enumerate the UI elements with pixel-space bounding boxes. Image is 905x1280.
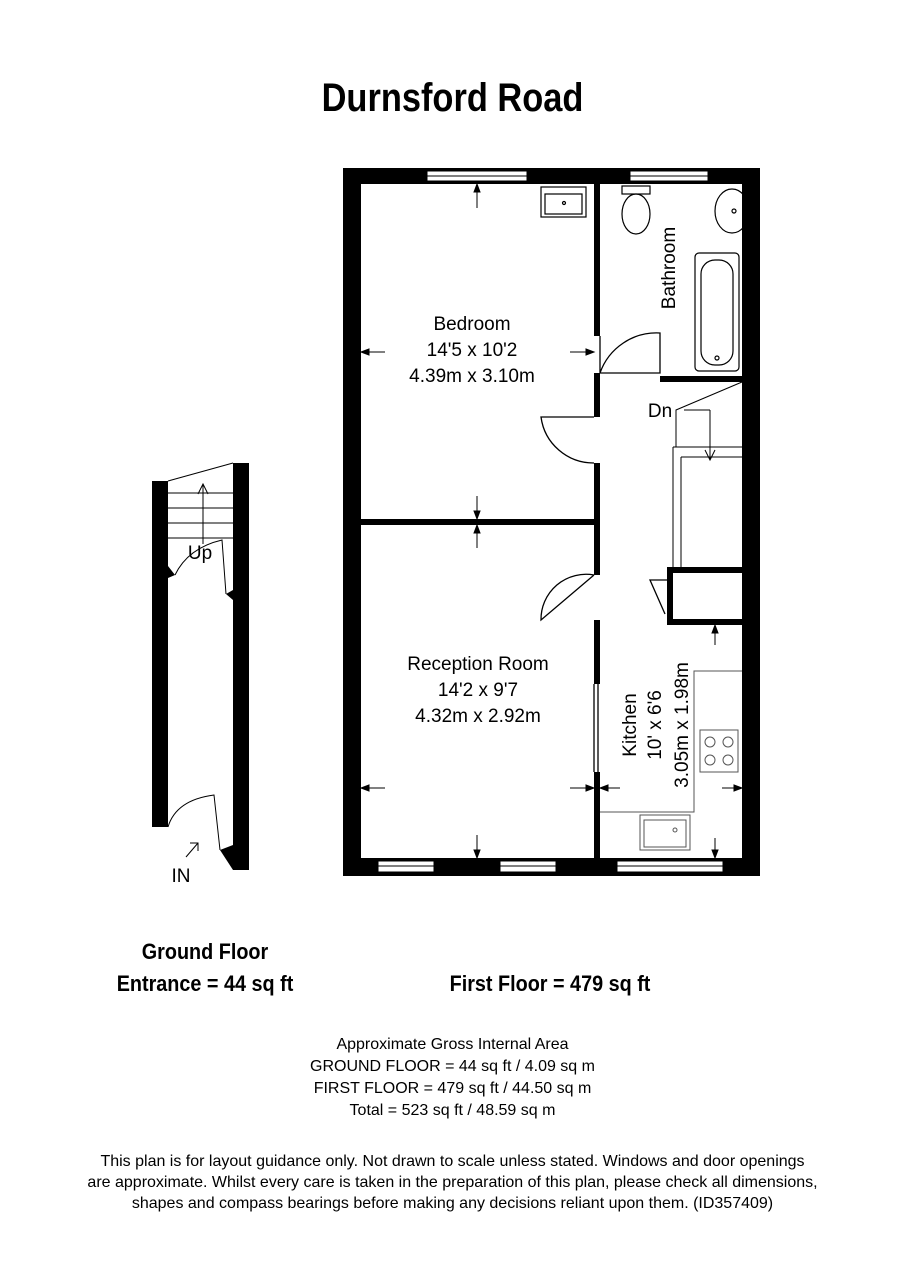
disclaimer-line-1: This plan is for layout guidance only. Not drawn to scale unless stated. Windows and door openings (100, 1153, 805, 1170)
bedroom-name: Bedroom (433, 314, 511, 335)
ground-floor-area: Entrance = 44 sq ft (116, 971, 294, 996)
disclaimer (40, 1151, 865, 1214)
stairs-up-label: Up (187, 543, 213, 564)
gross-area-block (0, 1034, 905, 1122)
disclaimer-line-2: are approximate. Whilst every care is taken in the preparation of this plan, please check all dimensions, (87, 1174, 818, 1191)
entrance-label: IN (171, 866, 191, 887)
first-floor-summary (433, 968, 667, 1000)
gross-area-heading: Approximate Gross Internal Area (336, 1036, 569, 1053)
kitchen-dim-metric: 3.05m x 1.98m (672, 662, 693, 788)
bathroom-name: Bathroom (659, 226, 680, 310)
stairs-down (673, 382, 742, 567)
gross-area-total: Total = 523 sq ft / 48.59 sq m (349, 1102, 556, 1119)
entrance-stairs (168, 463, 233, 857)
ground-floor-walls (152, 463, 249, 870)
kitchen-name: Kitchen (620, 693, 641, 757)
stairs-down-label: Dn (647, 401, 673, 422)
ground-floor-name: Ground Floor (141, 939, 269, 964)
bedroom-dim-imperial: 14'5 x 10'2 (426, 340, 518, 361)
bedroom-dim-metric: 4.39m x 3.10m (409, 366, 535, 387)
bedroom-basin (541, 187, 586, 217)
first-floor-area: First Floor = 479 sq ft (449, 971, 651, 996)
disclaimer-line-3: shapes and compass bearings before making any decisions reliant upon them. (ID357409) (131, 1195, 774, 1212)
reception-dim-imperial: 14'2 x 9'7 (437, 680, 519, 701)
reception-name: Reception Room (407, 654, 549, 675)
first-floor-walls (343, 168, 760, 876)
gross-area-first: FIRST FLOOR = 479 sq ft / 44.50 sq m (313, 1080, 592, 1097)
kitchen-dim-imperial: 10' x 6'6 (645, 690, 666, 760)
plan-title: Durnsford Road (321, 76, 584, 120)
bathroom-fixtures (622, 186, 749, 371)
ground-floor-summary (102, 936, 309, 1000)
reception-dim-metric: 4.32m x 2.92m (415, 706, 541, 727)
gross-area-ground: GROUND FLOOR = 44 sq ft / 4.09 sq m (310, 1058, 595, 1075)
